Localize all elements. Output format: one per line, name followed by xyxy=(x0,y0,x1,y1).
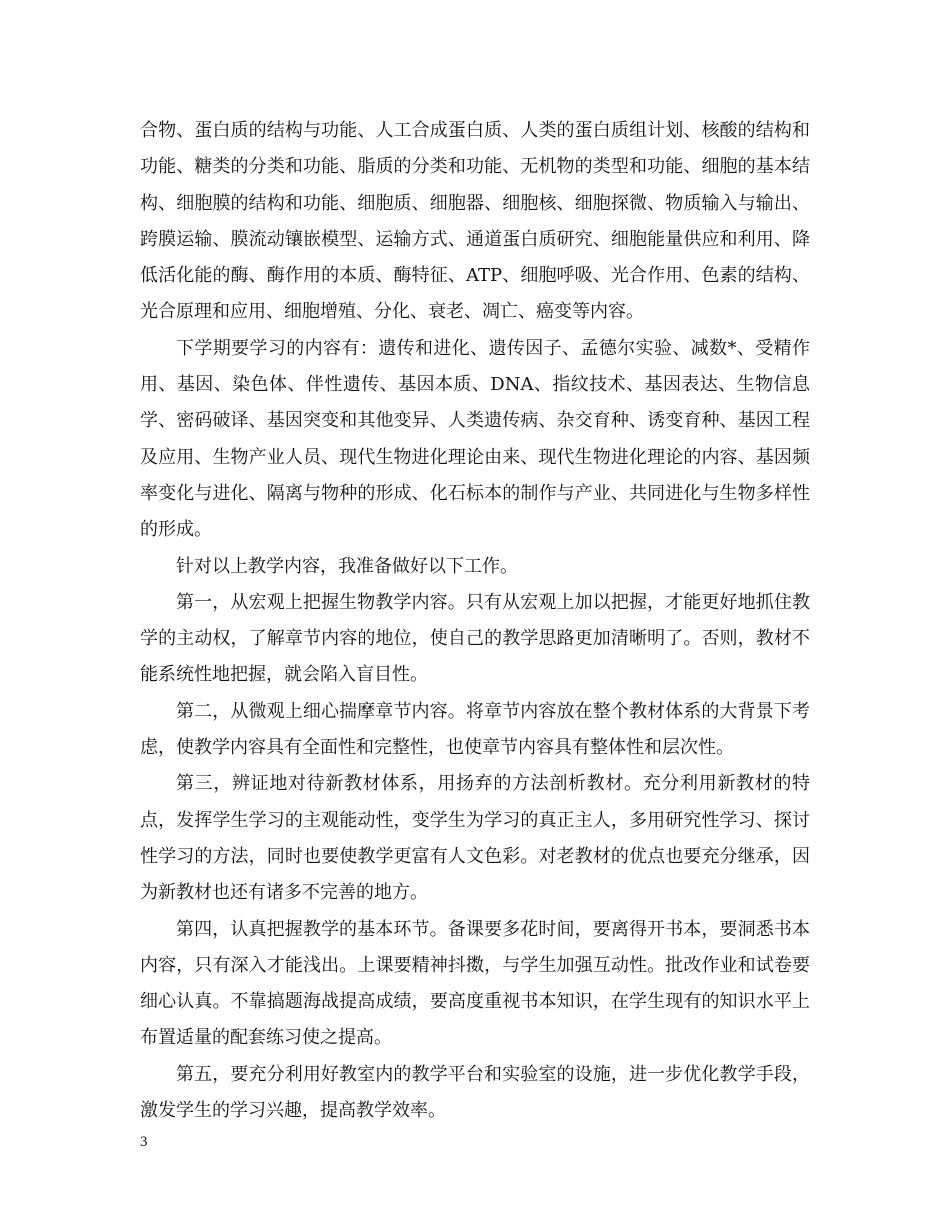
paragraph: 下学期要学习的内容有：遗传和进化、遗传因子、孟德尔实验、减数*、受精作用、基因、染色体、伴性遗传、基因本质、DNA、指纹技术、基因表达、生物信息学、密码破译、基因突变和其他变异、人类遗传病、杂交育种、诱变育种、基因工程及应用、生物产业人员、现代生物进化理论由来、现代生物进化理论的内容、基因频率变化与进化、隔离与物种的形成、化石标本的制作与产业、共同进化与生物多样性的形成。 xyxy=(140,337,810,541)
paragraph-continued: 合物、蛋白质的结构与功能、人工合成蛋白质、人类的蛋白质组计划、核酸的结构和功能、糖类的分类和功能、脂质的分类和功能、无机物的类型和功能、细胞的基本结构、细胞膜的结构和功能、细胞质、细胞器、细胞核、细胞探微、物质输入与输出、跨膜运输、膜流动镶嵌模型、运输方式、通道蛋白质研究、细胞能量供应和利用、降低活化能的酶、酶作用的本质、酶特征、ATP、细胞呼吸、光合作用、色素的结构、光合原理和应用、细胞增殖、分化、衰老、凋亡、癌变等内容。 xyxy=(140,120,810,323)
paragraph: 第二，从微观上细心揣摩章节内容。将章节内容放在整个教材体系的大背景下考虑，使教学内容具有全面性和完整性，也使章节内容具有整体性和层次性。 xyxy=(140,700,810,759)
document-body xyxy=(140,113,810,1129)
paragraph: 第四，认真把握教学的基本环节。备课要多花时间，要离得开书本，要洞悉书本内容，只有深入才能浅出。上课要精神抖擞，与学生加强互动性。批改作业和试卷要细心认真。不靠搞题海战提高成绩，要高度重视书本知识，在学生现有的知识水平上布置适量的配套练习使之提高。 xyxy=(140,918,810,1049)
paragraph: 第一，从宏观上把握生物教学内容。只有从宏观上加以把握，才能更好地抓住教学的主动权，了解章节内容的地位，使自己的教学思路更加清晰明了。否则，教材不能系统性地把握，就会陷入盲目性。 xyxy=(140,591,810,686)
page-number: 3 xyxy=(140,1134,148,1150)
paragraph: 第五，要充分利用好教室内的教学平台和实验室的设施，进一步优化教学手段，激发学生的学习兴趣，提高教学效率。 xyxy=(140,1063,810,1122)
paragraph: 第三，辨证地对待新教材体系，用扬弃的方法剖析教材。充分利用新教材的特点，发挥学生学习的主观能动性，变学生为学习的真正主人，多用研究性学习、探讨性学习的方法，同时也要使教学更富有人文色彩。对老教材的优点也要充分继承，因为新教材也还有诸多不完善的地方。 xyxy=(140,773,810,904)
paragraph: 针对以上教学内容，我准备做好以下工作。 xyxy=(176,555,518,577)
